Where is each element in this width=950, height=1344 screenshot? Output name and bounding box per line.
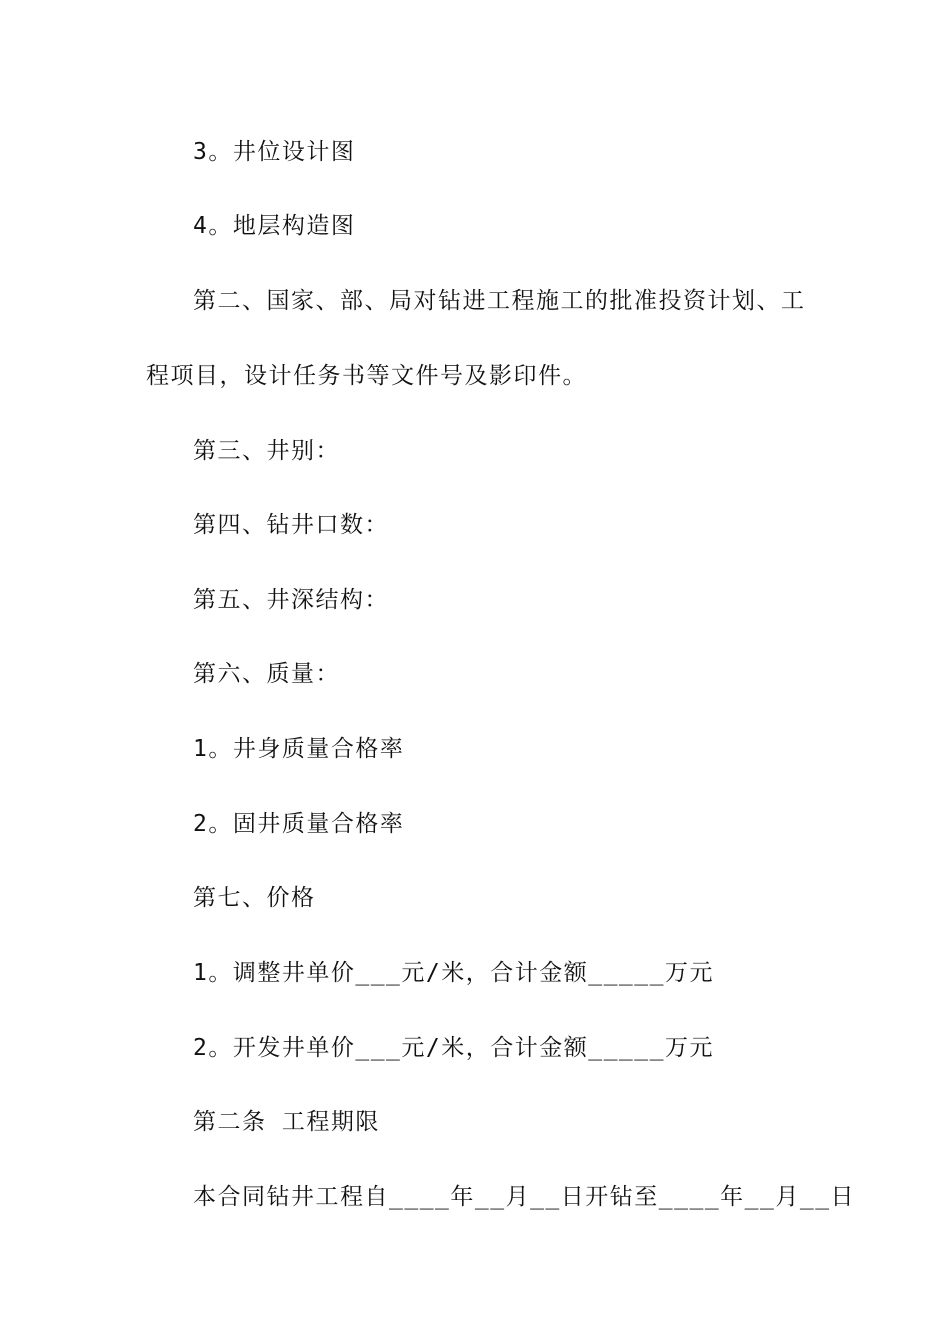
paragraph-line: 本合同钻井工程自____年__月__日开钻至____年__月__日	[193, 1184, 856, 1210]
paragraph-line: 第二条 工程期限	[193, 1109, 380, 1135]
paragraph-line: 1。井身质量合格率	[193, 736, 405, 762]
paragraph-line: 2。开发井单价___元/米，合计金额_____万元	[193, 1035, 714, 1061]
paragraph-line: 第二、国家、部、局对钻进工程施工的批准投资计划、工	[193, 288, 806, 314]
paragraph-line: 第五、井深结构：	[193, 587, 389, 613]
paragraph-line: 第七、价格	[193, 885, 316, 911]
paragraph-line: 程项目，设计任务书等文件号及影印件。	[146, 363, 587, 389]
paragraph-line: 2。固井质量合格率	[193, 811, 405, 837]
paragraph-line: 第四、钻井口数：	[193, 512, 389, 538]
paragraph-line: 第六、质量：	[193, 661, 340, 687]
paragraph-line: 第三、井别：	[193, 438, 340, 464]
paragraph-line: 4。地层构造图	[193, 213, 356, 239]
paragraph-line: 1。调整井单价___元/米，合计金额_____万元	[193, 960, 714, 986]
paragraph-line: 3。井位设计图	[193, 139, 356, 165]
